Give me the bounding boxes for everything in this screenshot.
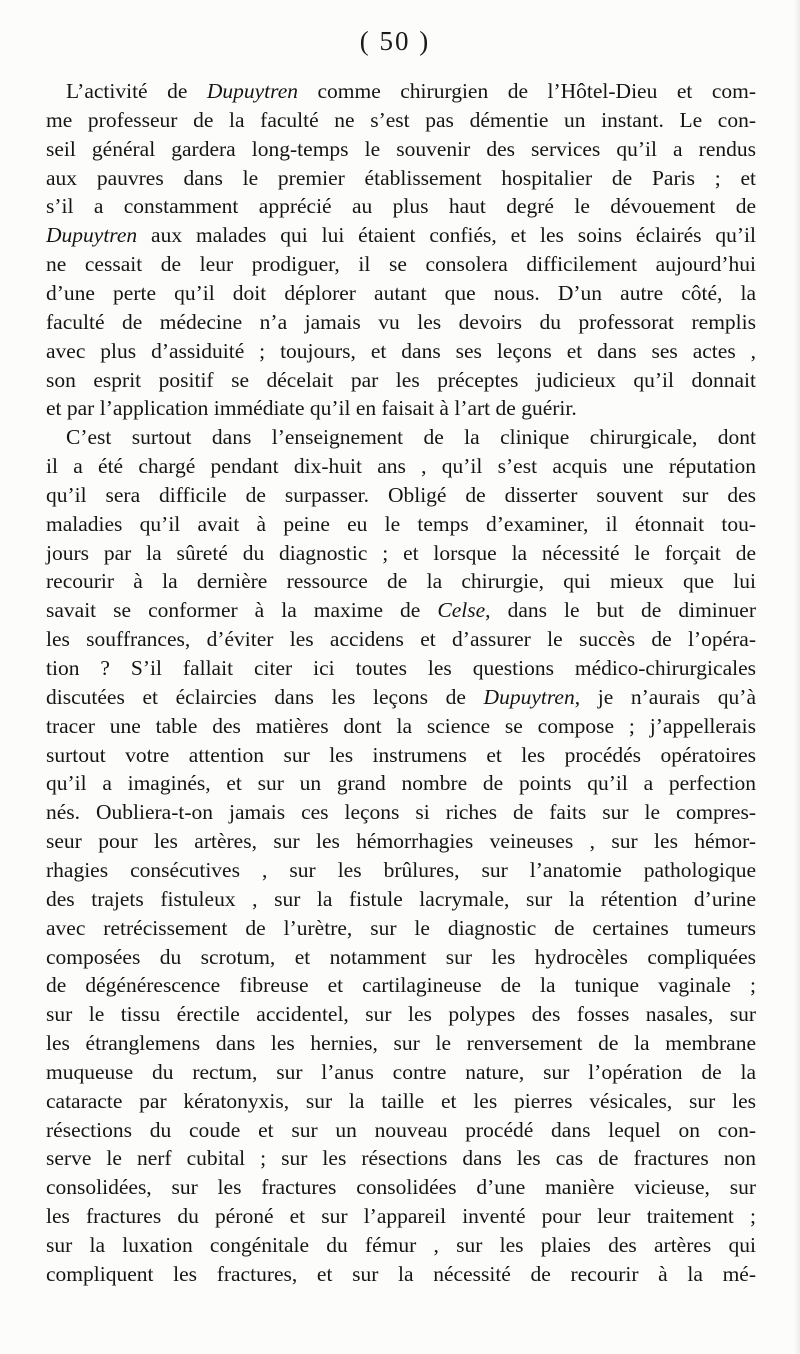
text-line [46, 740, 756, 771]
text-segment: tion ? S’il fallait citer ici toutes les questions médico-chirurgicales [46, 656, 756, 680]
text-segment: qu’il sera difficile de surpasser. Obligé de disserter souvent sur des [46, 482, 756, 507]
text-line [46, 393, 756, 424]
text-line [46, 1172, 756, 1203]
text-segment: , dans le but de diminuer [485, 598, 756, 623]
text-segment: sur le tissu érectile accidentel, sur les polypes des fosses nasales, sur [46, 1002, 756, 1027]
text-segment: ne cessait de leur prodiguer, il se consolera difficilement aujourd’hui [46, 252, 756, 277]
text-line [46, 249, 756, 280]
text-line [46, 768, 756, 799]
text-segment: aux pauvres dans le premier établissement hospitalier de Paris ; et [46, 165, 756, 190]
text-segment: discutées et éclaircies dans les leçons de [46, 684, 484, 709]
text-segment: C’est surtout dans l’enseignement de la clinique chirurgicale, dont [66, 425, 756, 450]
text-segment: résections du coude et sur un nouveau procédé dans lequel on con- [46, 1117, 756, 1142]
text-segment: qu’il a imaginés, et sur un grand nombre de points qu’il a perfection [46, 771, 756, 796]
text-segment: les étranglemens dans les hernies, sur le renversement de la membrane [46, 1031, 756, 1056]
text-segment: L’activité de [66, 79, 207, 103]
text-line [46, 1201, 756, 1232]
italic-name: Dupuytren [206, 79, 299, 103]
text-segment: avec retrécissement de l’urètre, sur le diagnostic de certaines tumeurs [46, 915, 756, 940]
italic-name: Celse [437, 598, 486, 623]
text-line [46, 538, 756, 569]
text-segment: rhagies consécutives , sur les brûlures, sur l’anatomie pathologique [46, 857, 756, 882]
text-line [46, 624, 756, 655]
text-segment: seur pour les artères, sur les hémorrhagies veineuses , sur les hémor- [46, 829, 756, 854]
text-line [46, 1143, 756, 1174]
text-segment: faculté de médecine n’a jamais vu les devoirs du professorat remplis [46, 309, 756, 334]
text-line [46, 999, 756, 1030]
text-line [46, 220, 756, 251]
text-line [46, 942, 756, 973]
text-line [46, 1115, 756, 1146]
text-segment: et par l’application immédiate qu’il en faisait à l’art de guérir. [46, 396, 577, 421]
text-segment: sur la luxation congénitale du fémur , sur les plaies des artères qui [46, 1233, 756, 1257]
text-line [46, 711, 756, 742]
text-line [46, 134, 756, 165]
text-segment: s’il a constamment apprécié au plus haut degré le dévouement de [46, 194, 756, 219]
text-line [46, 278, 756, 309]
text-segment: me professeur de la faculté ne s’est pas démentie un instant. Le con- [46, 107, 756, 132]
text-segment: savait se conformer à la maxime de [46, 598, 438, 623]
text-segment: jours par la sûreté du diagnostic ; et lorsque la nécessité le forçait de [46, 540, 756, 565]
text-line [46, 1230, 756, 1261]
text-segment: tracer une table des matières dont la science se compose ; j’appellerais [46, 713, 756, 738]
text-line [46, 1086, 756, 1117]
text-line [46, 480, 756, 511]
text-segment: consolidées, sur les fractures consolidées d’une manière vicieuse, sur [46, 1175, 756, 1200]
text-segment: aux malades qui lui étaient confiés, et les soins éclairés qu’il [137, 223, 756, 248]
text-line [46, 1028, 756, 1059]
text-segment: avec plus d’assiduité ; toujours, et dans ses leçons et dans ses actes , [46, 338, 756, 363]
text-line [46, 336, 756, 367]
text-segment: d’une perte qu’il doit déplorer autant que nous. D’un autre côté, la [46, 280, 756, 305]
text-segment: muqueuse du rectum, sur l’anus contre nature, sur l’opération de la [46, 1059, 756, 1084]
text-line [46, 884, 756, 915]
text-segment: des trajets fistuleux , sur la fistule lacrymale, sur la rétention d’urine [46, 886, 756, 911]
text-line [46, 163, 756, 194]
text-line [46, 682, 756, 713]
text-segment: il a été chargé pendant dix-huit ans , qu’il s’est acquis une réputation [46, 454, 756, 479]
text-line [46, 653, 756, 684]
text-segment: maladies qu’il avait à peine eu le temps d’examiner, il étonnait tou- [46, 511, 756, 536]
text-segment: les fractures du péroné et sur l’appareil inventé pour leur traitement ; [46, 1204, 756, 1229]
text-segment: de dégénérescence fibreuse et cartilagineuse de la tunique vaginale ; [46, 973, 756, 998]
page-number: ( 50 ) [359, 26, 431, 56]
text-line [46, 855, 756, 886]
text-segment: recourir à la dernière ressource de la chirurgie, qui mieux que lui [46, 569, 756, 594]
text-line [46, 191, 756, 222]
text-line [46, 970, 756, 1001]
text-segment: surtout votre attention sur les instrumens et les procédés opératoires [46, 742, 756, 767]
italic-name: Dupuytren [46, 223, 138, 248]
text-line [66, 422, 756, 453]
text-segment: , je n’aurais qu’à [574, 684, 756, 709]
text-segment: cataracte par kératonyxis, sur la taille et les pierres vésicales, sur les [46, 1088, 756, 1113]
text-line [46, 365, 756, 396]
text-line [46, 1057, 756, 1088]
page-edge-shadow [794, 0, 800, 1354]
text-segment: composées du scrotum, et notamment sur les hydrocèles compliquées [46, 944, 756, 969]
text-line [46, 566, 756, 597]
text-line [46, 451, 756, 482]
italic-name: Dupuytren [483, 684, 575, 709]
text-segment: les souffrances, d’éviter les accidens et d’assurer le succès de l’opéra- [46, 627, 756, 652]
text-line [46, 307, 756, 338]
text-line [46, 1259, 756, 1290]
text-segment: compliquent les fractures, et sur la nécessité de recourir à la mé- [46, 1261, 756, 1286]
text-line [46, 797, 756, 828]
text-segment: son esprit positif se décelait par les préceptes judicieux qu’il donnait [46, 367, 756, 392]
text-segment: serve le nerf cubital ; sur les résections dans les cas de fractures non [46, 1146, 756, 1171]
text-line [66, 76, 756, 107]
text-line [46, 913, 756, 944]
text-line [46, 509, 756, 540]
text-segment: seil général gardera long-temps le souvenir des services qu’il a rendus [46, 136, 756, 161]
text-segment: comme chirurgien de l’Hôtel-Dieu et com- [298, 79, 756, 103]
text-line [46, 826, 756, 857]
text-line [46, 595, 756, 626]
text-line [46, 105, 756, 136]
text-segment: nés. Oubliera-t-on jamais ces leçons si riches de faits sur le compres- [46, 800, 756, 825]
